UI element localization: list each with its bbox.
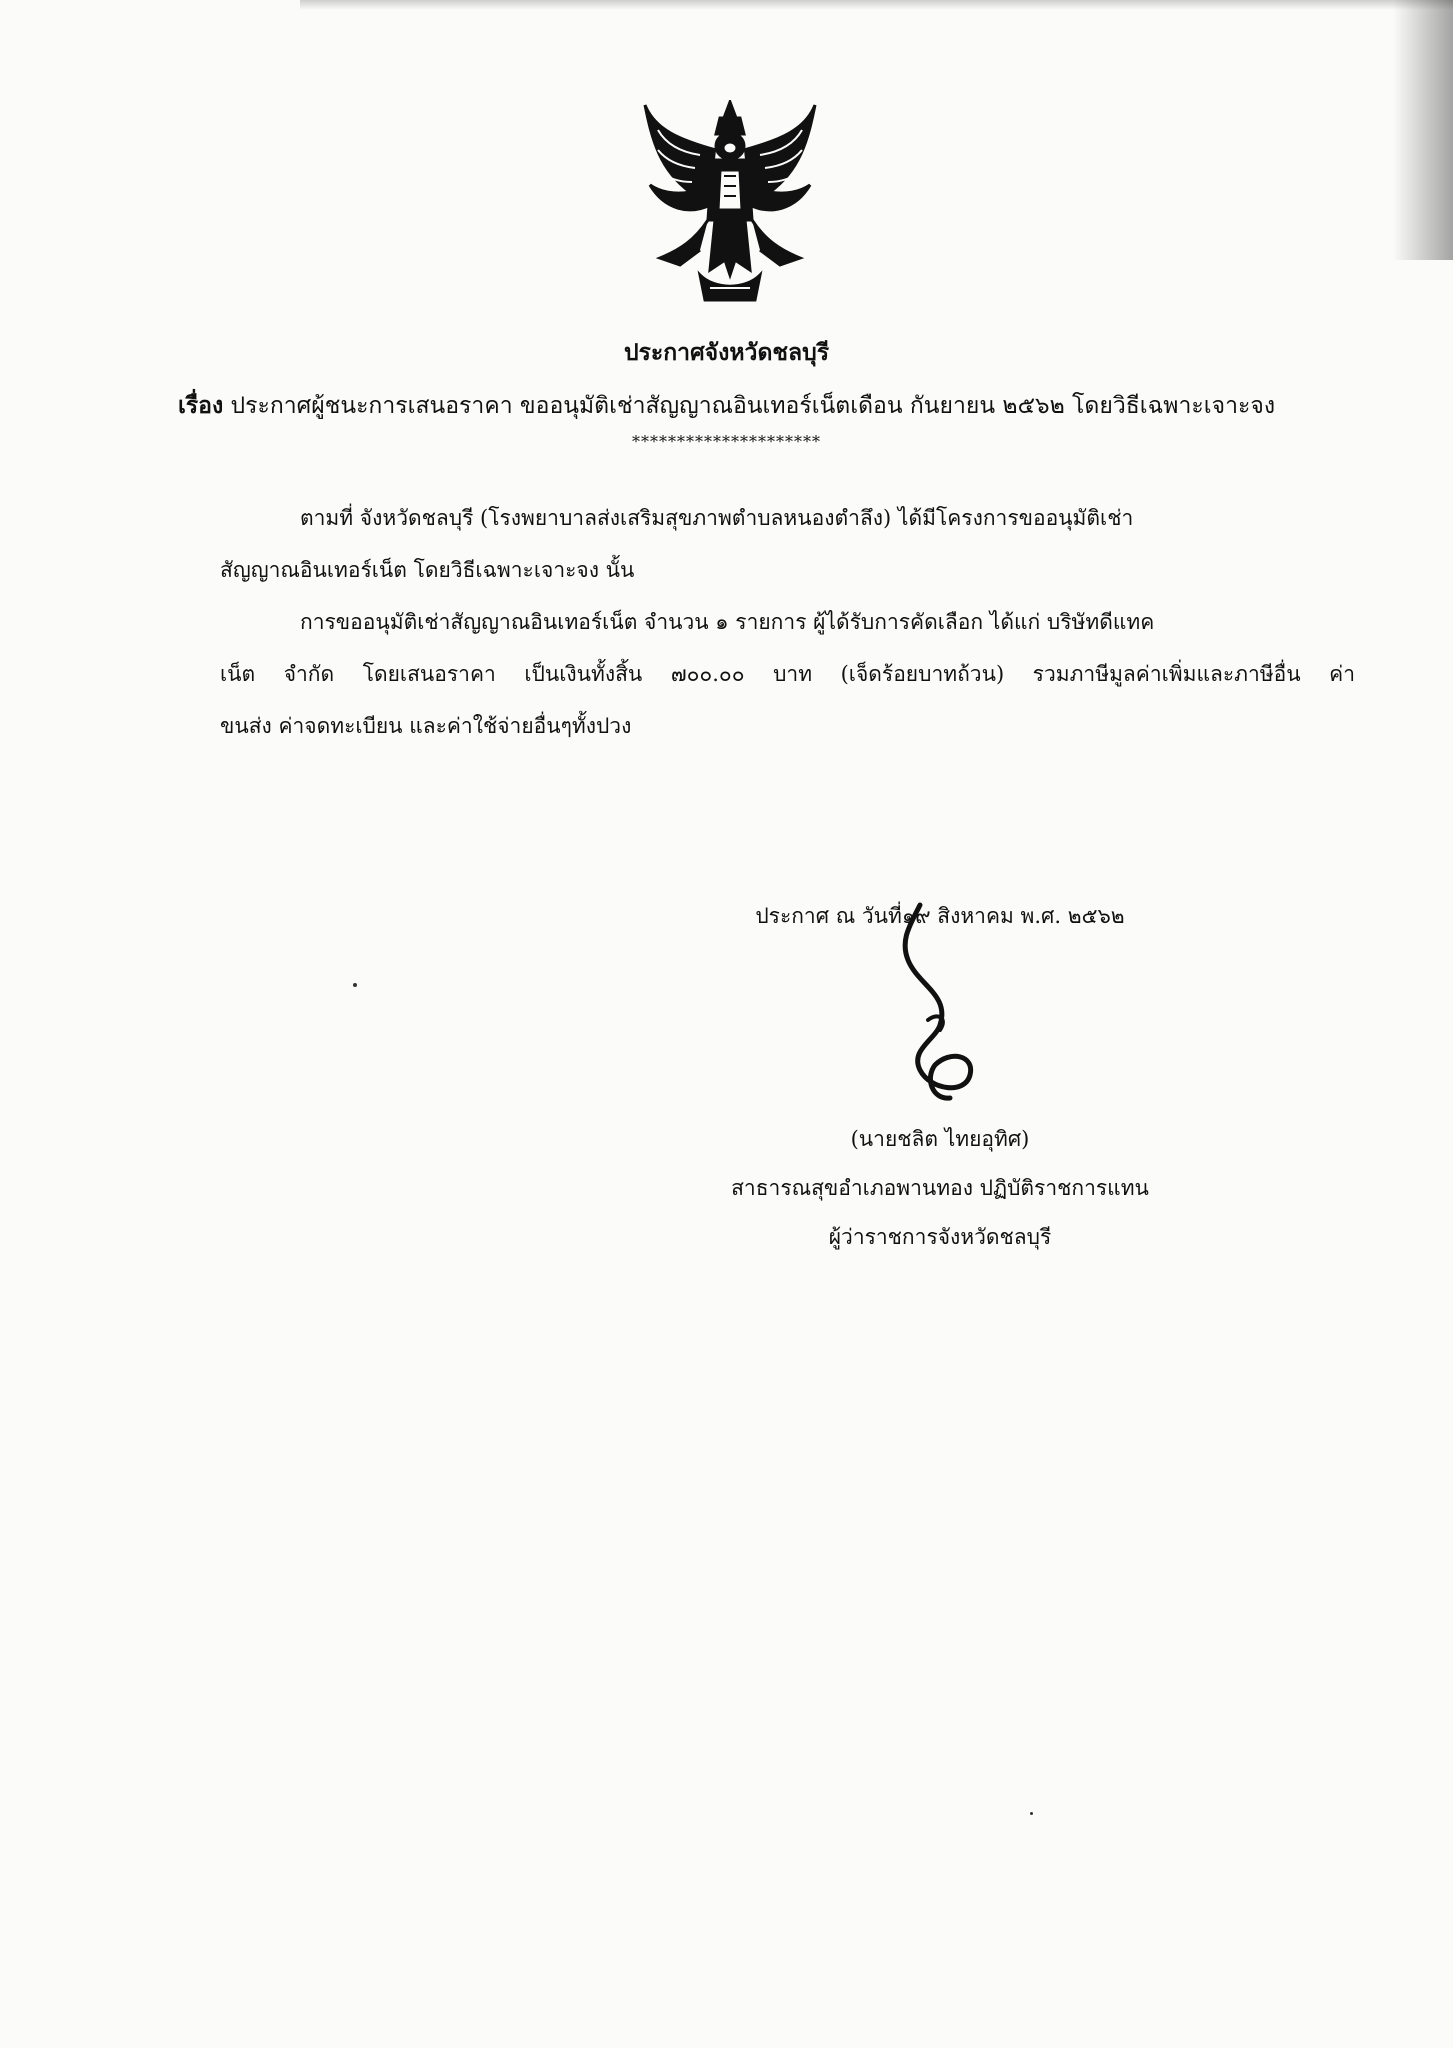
para2-line2: เน็ต จำกัด โดยเสนอราคา เป็นเงินทั้งสิ้น ๗๐๐.๐๐ บาท (เจ็ดร้อยบาทถ้วน) รวมภาษีมูลค่าเพิ่มและภาษีอื่น ค่า xyxy=(220,662,1355,686)
para1-line2: สัญญาณอินเทอร์เน็ต โดยวิธีเฉพาะเจาะจง นั้น xyxy=(220,558,635,582)
announce-date: ประกาศ ณ วันที่๑๙ สิงหาคม พ.ศ. ๒๕๖๒ xyxy=(755,904,1125,928)
scan-speck xyxy=(1030,1812,1033,1815)
subject-label: เรื่อง xyxy=(177,392,224,419)
garuda-emblem-icon xyxy=(640,100,820,305)
para1-line1: ตามที่ จังหวัดชลบุรี (โรงพยาบาลส่งเสริมสุขภาพตำบลหนองตำลึง) ได้มีโครงการขออนุมัติเช่า xyxy=(300,506,1134,530)
handwritten-signature-icon xyxy=(880,900,990,1110)
scan-edge-shadow xyxy=(1393,0,1453,260)
document-title: ประกาศจังหวัดชลบุรี xyxy=(623,339,830,366)
scan-speck xyxy=(353,983,357,987)
title-divider: ********************* xyxy=(632,432,821,451)
scan-top-shadow xyxy=(300,0,1453,10)
signer-position: สาธารณสุขอำเภอพานทอง ปฏิบัติราชการแทน xyxy=(731,1176,1149,1200)
signer-authority: ผู้ว่าราชการจังหวัดชลบุรี xyxy=(828,1225,1052,1249)
para2-line3: ขนส่ง ค่าจดทะเบียน และค่าใช้จ่ายอื่นๆทั้งปวง xyxy=(220,714,632,738)
subject-text: ประกาศผู้ชนะการเสนอราคา ขออนุมัติเช่าสัญญาณอินเทอร์เน็ตเดือน กันยายน ๒๕๖๒ โดยวิธีเฉพาะเจาะจง xyxy=(230,393,1276,419)
para2-line1: การขออนุมัติเช่าสัญญาณอินเทอร์เน็ต จำนวน ๑ รายการ ผู้ได้รับการคัดเลือก ได้แก่ บริษัทดีแทค xyxy=(300,610,1155,634)
signer-name: (นายชลิต ไทยอุทิศ) xyxy=(850,1127,1030,1151)
document-subject xyxy=(0,388,1453,424)
